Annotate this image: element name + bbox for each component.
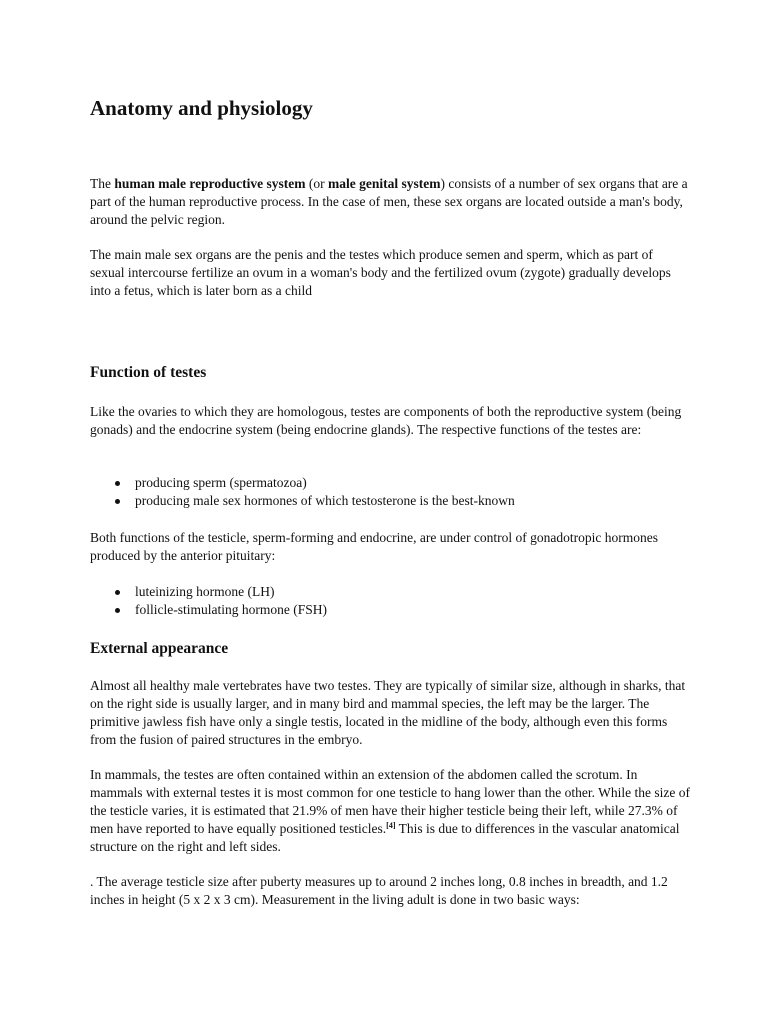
list-item: producing sperm (spermatozoa) <box>135 474 735 492</box>
mammals-text: In mammals, the testes are often contained within an extension of the abdomen called the scrotum. In mammals with external testes it is most common for one testicle to hang lower than the other. While the size of the testicle varies, it is estimated that 21.9% of men have their higher testicle being their left, while 27.3% of men have reported to have equally positioned testicles. <box>90 767 690 836</box>
intro-lead: The <box>90 176 115 191</box>
main-organs-paragraph: The main male sex organs are the penis and the testes which produce semen and sperm, which as part of sexual intercourse fertilize an ovum in a woman's body and the fertilized ovum (zygote) gradually develops into a fetus, which is later born as a child <box>90 247 671 298</box>
external-paragraph: Almost all healthy male vertebrates have two testes. They are typically of similar size, although in sharks, that on the right side is usually larger, and in many bird and mammal species, the left may be the larger. The primitive jawless fish have only a single testis, located in the midline of the body, although even this forms from the fusion of paired structures in the embryo. <box>90 678 686 747</box>
list-item: luteinizing hormone (LH) <box>135 583 735 601</box>
page-title: Anatomy and physiology <box>90 96 313 120</box>
section-heading-function: Function of testes <box>90 364 207 381</box>
section-heading-external: External appearance <box>90 640 229 657</box>
list-item: follicle-stimulating hormone (FSH) <box>135 601 735 619</box>
mammals-text-after: This is due to differences in the vascular anatomical structure on the right and left sides. <box>90 821 680 854</box>
list-item: producing male sex hormones of which testosterone is the best-known <box>135 492 735 510</box>
functions-list <box>90 474 735 510</box>
intro-bold-term-2: male genital system <box>328 176 441 191</box>
intro-paragraph <box>90 175 690 229</box>
size-paragraph: . The average testicle size after puberty measures up to around 2 inches long, 0.8 inches in breadth, and 1.2 inches in height (5 x 2 x 3 cm). Measurement in the living adult is done in two basic ways: <box>90 874 668 907</box>
intro-rest: ) consists of a number of sex organs that are a part of the human reproductive process. In the case of men, these sex organs are located outside a man's body, around the pelvic region. <box>90 176 688 227</box>
control-paragraph: Both functions of the testicle, sperm-forming and endocrine, are under control of gonadotropic hormones produced by the anterior pituitary: <box>90 530 658 563</box>
function-paragraph: Like the ovaries to which they are homologous, testes are components of both the reproductive system (being gonads) and the endocrine system (being endocrine glands). The respective functions of the testes are: <box>90 404 682 437</box>
citation-link[interactable]: [4] <box>386 821 396 830</box>
intro-mid: (or <box>305 176 328 191</box>
hormones-list <box>90 583 735 619</box>
intro-bold-term-1: human male reproductive system <box>114 176 306 191</box>
mammals-paragraph <box>90 766 690 856</box>
